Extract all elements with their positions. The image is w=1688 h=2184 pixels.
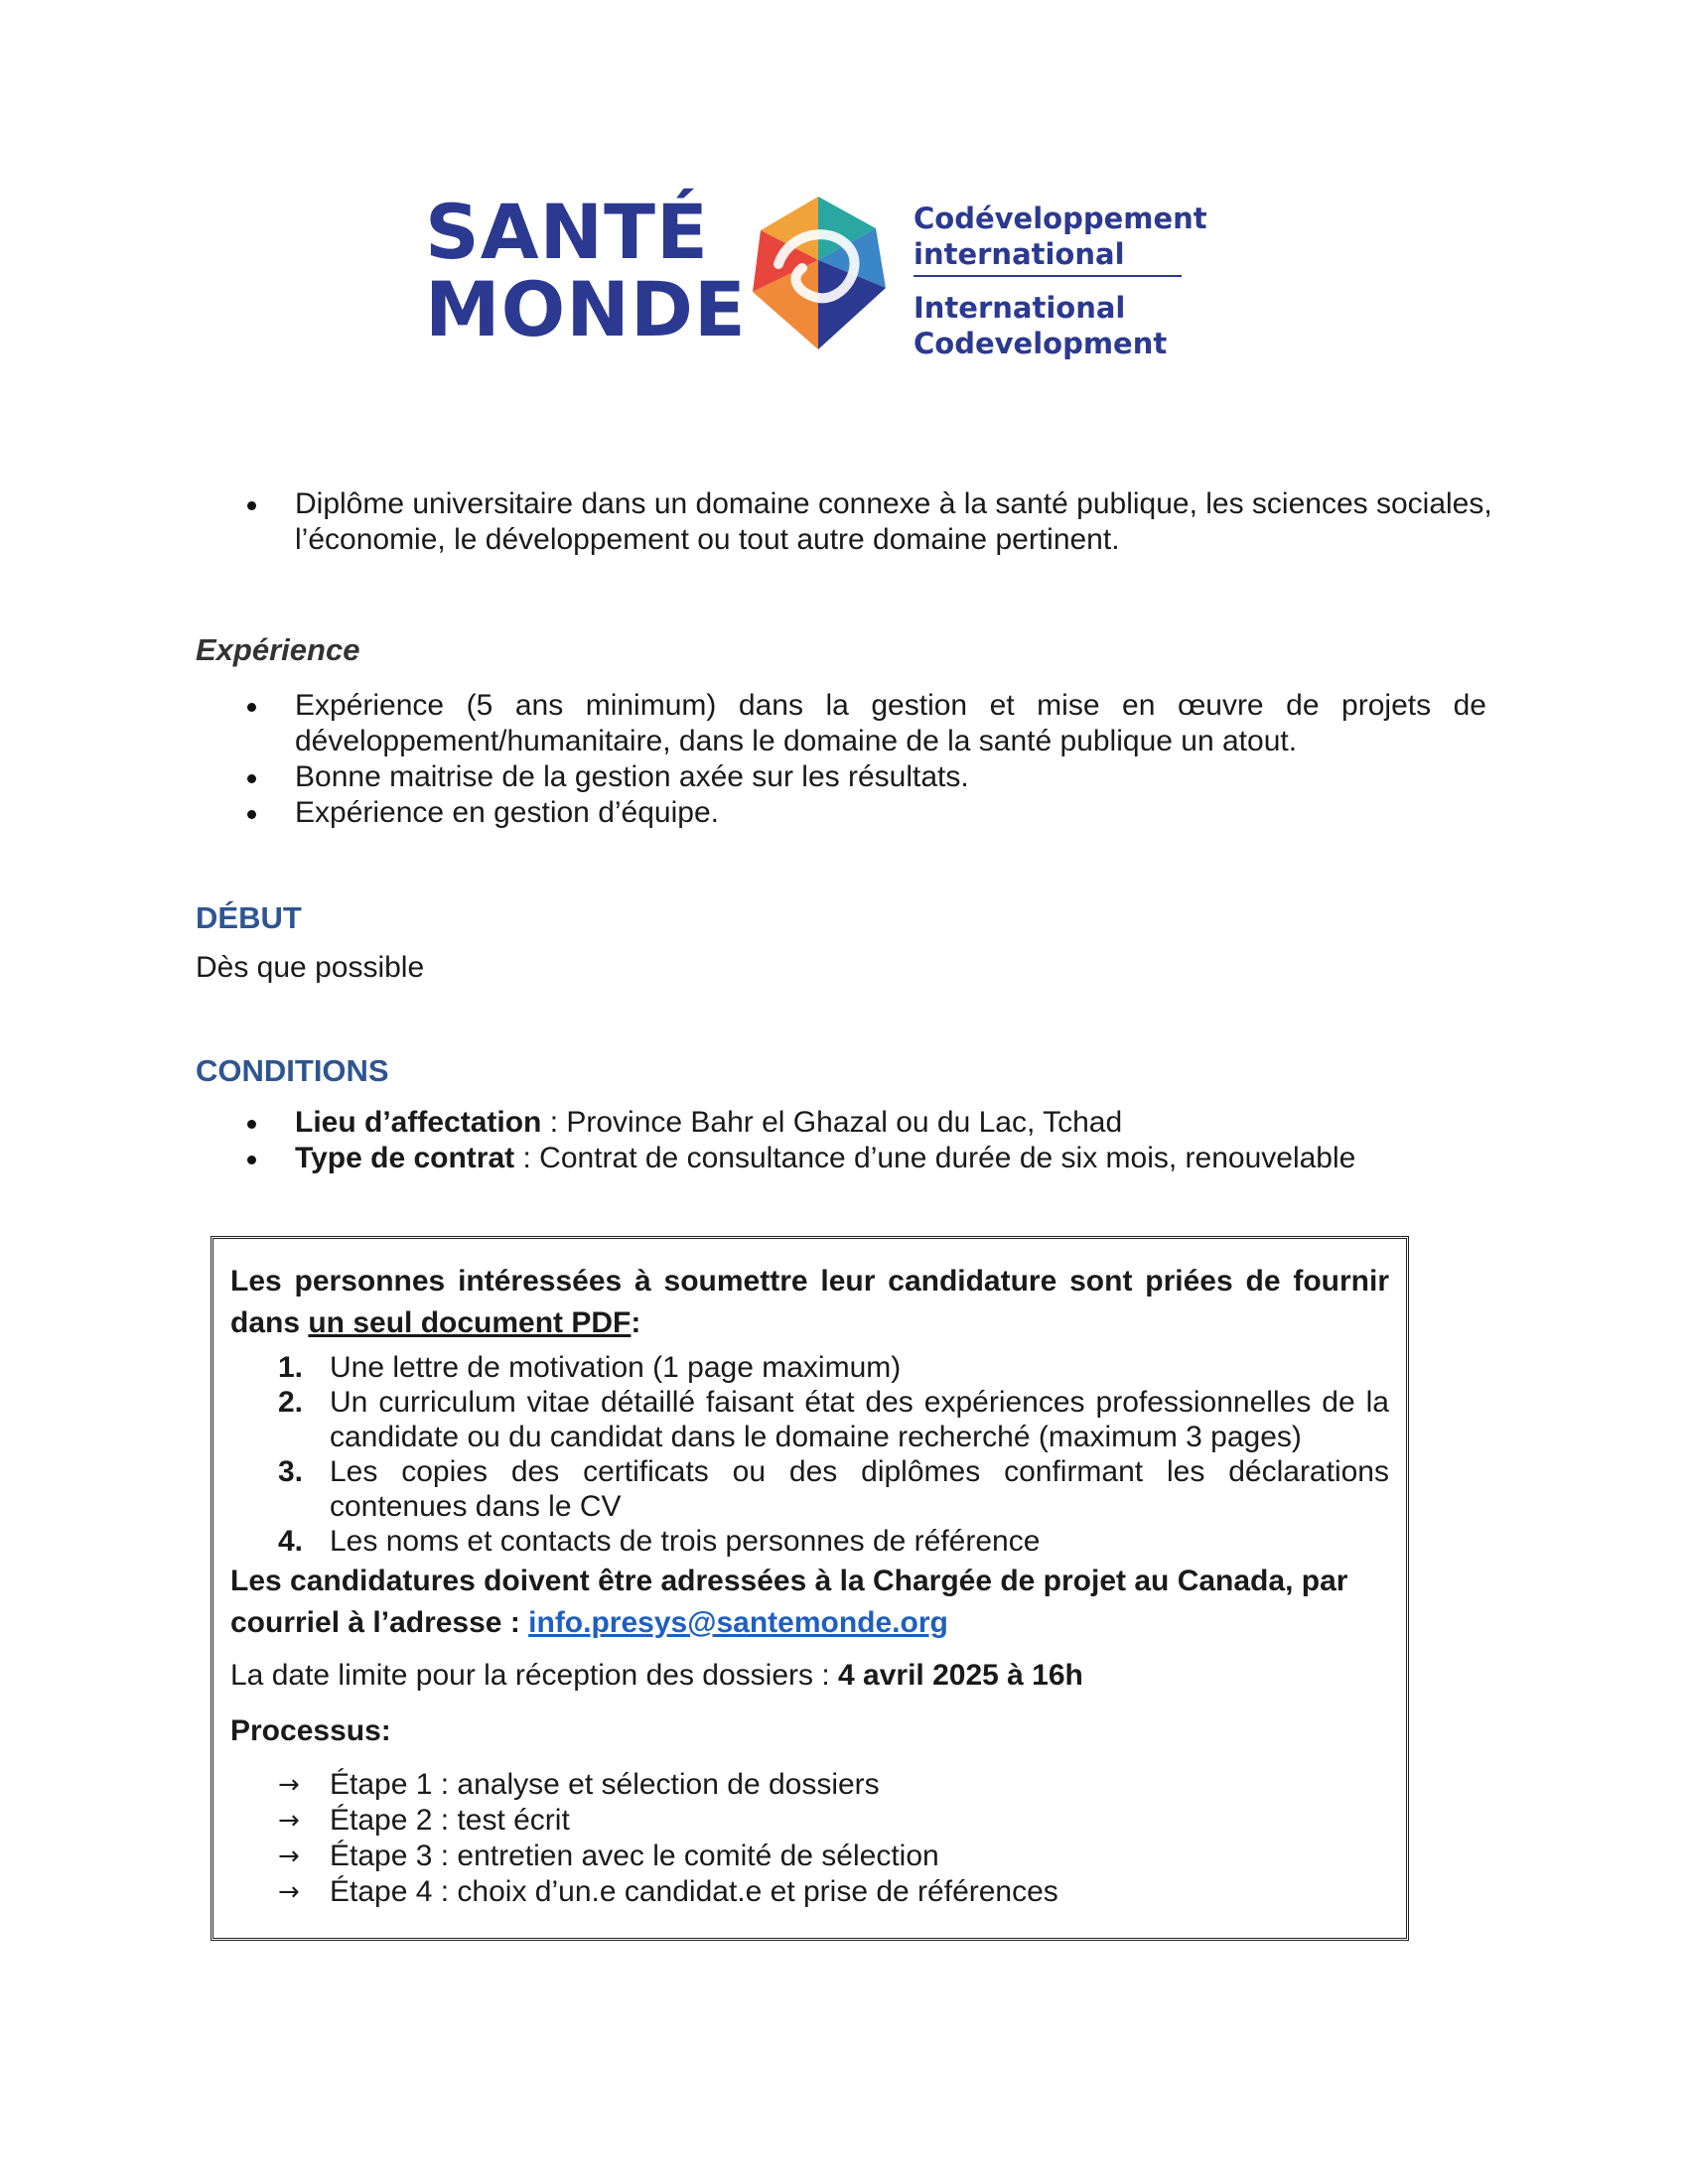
logo-divider: [914, 275, 1182, 277]
arrow-right-icon: →: [278, 1770, 300, 1800]
document-item-text: Une lettre de motivation (1 page maximum): [330, 1351, 902, 1384]
list-number: 4.: [278, 1525, 304, 1558]
process-heading: Processus:: [230, 1714, 391, 1747]
logo-tagline-en-line2: Codevelopment: [914, 327, 1168, 360]
bullet-icon: [247, 1156, 256, 1164]
application-lead-colon: :: [631, 1306, 641, 1339]
list-item: [230, 1454, 1389, 1524]
application-box: [211, 1236, 1409, 1941]
list-number: 3.: [278, 1455, 304, 1488]
debut-text: Dès que possible: [196, 951, 425, 984]
document-item-text: Les copies des certificats ou des diplômes confirmant les déclarations contenues dans le CV: [330, 1455, 1389, 1523]
deadline-value: 4 avril 2025 à 16h: [838, 1659, 1083, 1692]
deadline: [230, 1658, 1389, 1694]
arrow-right-icon: →: [278, 1877, 300, 1907]
list-item: [196, 1141, 1486, 1176]
bullet-icon: [247, 1120, 256, 1129]
list-item: [230, 1874, 1389, 1910]
list-item: [230, 1839, 1389, 1874]
list-item: [196, 688, 1486, 759]
education-item-text: Diplôme universitaire dans un domaine connexe à la santé publique, les sciences sociales, l’économie, le développement ou tout autre domaine pertinent.: [295, 487, 1492, 556]
application-lead-text: Les personnes intéressées à soumettre leur candidature sont priées de fournir dans: [230, 1265, 1389, 1339]
list-item: [196, 759, 1486, 795]
experience-item-text: Expérience en gestion d’équipe.: [295, 796, 719, 829]
logo-tagline-en: [914, 290, 1167, 361]
sante-monde-logo: [425, 188, 1207, 360]
logo-emblem-icon: [749, 195, 888, 351]
process-step-text: Étape 4 : choix d’un.e candidat.e et prise de références: [330, 1875, 1058, 1908]
logo-tagline-fr-line2: international: [914, 237, 1125, 271]
experience-item-text: Bonne maitrise de la gestion axée sur les résultats.: [295, 760, 969, 793]
logo-tagline-fr-line1: Codéveloppement: [914, 202, 1207, 235]
debut-heading: DÉBUT: [196, 900, 302, 935]
list-item: [230, 1350, 1389, 1385]
bullet-icon: [247, 703, 256, 712]
logo-word-monde: MONDE: [425, 265, 747, 353]
list-item: [196, 1105, 1486, 1141]
arrow-right-icon: →: [278, 1842, 300, 1871]
list-item: [196, 486, 1586, 558]
bullet-icon: [247, 774, 256, 783]
send-instructions: [230, 1561, 1389, 1644]
list-item: [230, 1385, 1389, 1454]
document-item-text: Un curriculum vitae détaillé faisant état des expériences professionnelles de la candidate ou du candidat dans le domaine recherché (maximum 3 pages): [330, 1386, 1389, 1453]
conditions-heading: CONDITIONS: [196, 1053, 389, 1088]
logo-tagline-fr: [914, 201, 1207, 272]
arrow-right-icon: →: [278, 1806, 300, 1836]
condition-label: Type de contrat: [295, 1142, 515, 1174]
bullet-icon: [247, 810, 256, 819]
logo-tagline-en-line1: International: [914, 291, 1126, 325]
list-item: [230, 1524, 1389, 1559]
experience-heading: Expérience: [196, 632, 360, 667]
process-step-text: Étape 1 : analyse et sélection de dossiers: [330, 1768, 880, 1801]
list-item: [196, 795, 1486, 831]
condition-text: : Province Bahr el Ghazal ou du Lac, Tchad: [541, 1106, 1123, 1139]
process-steps-list: [230, 1767, 1389, 1910]
application-lead: [230, 1261, 1389, 1344]
process-step-text: Étape 2 : test écrit: [330, 1804, 570, 1837]
conditions-list: [196, 1105, 1486, 1176]
education-list: [196, 486, 1492, 558]
list-item: [230, 1803, 1389, 1839]
main-content: [196, 486, 1492, 1176]
condition-label: Lieu d’affectation: [295, 1106, 542, 1139]
list-item: [230, 1767, 1389, 1803]
bullet-icon: [247, 501, 256, 510]
deadline-label: La date limite pour la réception des dossiers :: [230, 1659, 838, 1692]
logo-word-sante: SANTÉ: [425, 188, 709, 276]
document-item-text: Les noms et contacts de trois personnes de référence: [330, 1525, 1041, 1558]
experience-item-text: Expérience (5 ans minimum) dans la gestion et mise en œuvre de projets de développement/humanitaire, dans le domaine de la santé publique un atout.: [295, 689, 1486, 757]
send-instructions-text: Les candidatures doivent être adressées à la Chargée de projet au Canada, par courriel à l’adresse :: [230, 1565, 1348, 1639]
application-lead-underlined: un seul document PDF: [308, 1306, 632, 1339]
email-link[interactable]: info.presys@santemonde.org: [528, 1606, 948, 1639]
documents-list: [230, 1350, 1389, 1559]
experience-list: [196, 688, 1486, 831]
condition-text: : Contrat de consultance d’une durée de six mois, renouvelable: [514, 1142, 1356, 1174]
list-number: 2.: [278, 1386, 304, 1419]
list-number: 1.: [278, 1351, 304, 1384]
process-step-text: Étape 3 : entretien avec le comité de sélection: [330, 1840, 939, 1872]
